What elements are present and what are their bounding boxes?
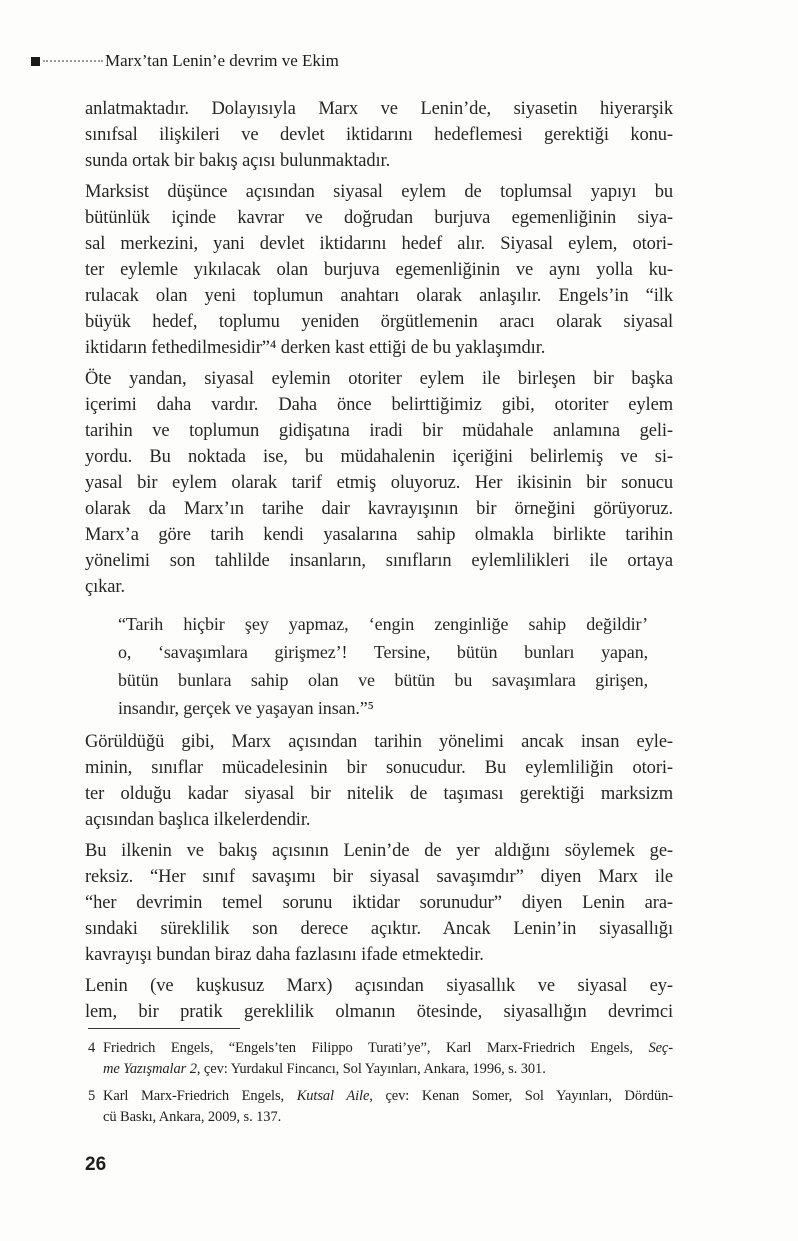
text-line: yordu. Bu noktada ise, bu müdahalenin içeriğini belirlemiş ve si- <box>85 447 673 467</box>
footnote-text-italic: Kutsal Aile <box>296 1088 370 1104</box>
text-line: insandır, gerçek ve yaşayan insan.”⁵ <box>118 698 374 718</box>
footnote-number: 4 <box>88 1040 96 1056</box>
footnote-text-italic: Seç- <box>648 1040 673 1056</box>
footnote-line <box>85 1086 673 1107</box>
footnote <box>85 1038 673 1080</box>
text-line: Marksist düşünce açısından siyasal eylem de toplumsal yapıyı bu <box>85 182 673 202</box>
text-line: Lenin (ve kuşkusuz Marx) açısından siyasallık ve siyasal ey- <box>85 976 673 996</box>
square-bullet-icon <box>31 57 40 66</box>
paragraph <box>85 179 673 361</box>
body-text <box>85 96 673 1030</box>
footnote-text: Karl Marx-Friedrich Engels, <box>103 1088 297 1104</box>
text-line: minin, sınıflar mücadelesinin bir sonucudur. Bu eylemliliğin otori- <box>85 758 673 778</box>
text-line: açısından başlıca ilkelerdendir. <box>85 810 311 830</box>
text-line: “Tarih hiçbir şey yapmaz, ‘engin zenginliğe sahip değildir’ <box>118 614 648 634</box>
footnote-text: , çev: Kenan Somer, Sol Yayınları, Dördün- <box>369 1088 673 1104</box>
text-line: rulacak olan yeni toplumun anahtarı olarak anlaşılır. Engels’in “ilk <box>85 286 673 306</box>
text-line: reksiz. “Her sınıf savaşımı bir siyasal savaşımdır” diyen Marx ile <box>85 867 673 887</box>
text-line: Bu ilkenin ve bakış açısının Lenin’de de yer aldığını söylemek ge- <box>85 841 673 861</box>
text-line: tarihin ve toplumun gidişatına iradi bir müdahale anlamına geli- <box>85 421 673 441</box>
text-line: bütünlük içinde kavrar ve doğrudan burjuva egemenliğinin siya- <box>85 208 673 228</box>
chapter-title: Marx’tan Lenin’e devrim ve Ekim <box>105 51 339 70</box>
text-line: Marx’a göre tarih kendi yasalarına sahip olmakla birlikte tarihin <box>85 525 673 545</box>
footnote-text: Friedrich Engels, “Engels’ten Filippo Turati’ye”, Karl Marx-Friedrich Engels, <box>103 1040 649 1056</box>
text-line: kavrayışı bundan biraz daha fazlasını ifade etmektedir. <box>85 945 484 965</box>
text-line: iktidarın fethedilmesidir”⁴ derken kast ettiği de bu yaklaşımdır. <box>85 338 546 358</box>
text-line: ter olduğu kadar siyasal bir nitelik de taşıması gerektiği marksizm <box>85 784 673 804</box>
footnote-line <box>85 1038 673 1059</box>
paragraph <box>85 96 673 174</box>
text-line: yönelimi son tahlilde insanların, sınıfların eylemlilikleri ile ortaya <box>85 551 673 571</box>
text-line: yasal bir eylem olarak tarif etmiş oluyoruz. Her ikisinin bir sonucu <box>85 473 673 493</box>
blockquote <box>118 610 648 722</box>
footnote-text-italic: me Yazışmalar 2 <box>103 1061 197 1077</box>
footnote-number: 5 <box>88 1088 96 1104</box>
text-line: “her devrimin temel sorunu iktidar sorunudur” diyen Lenin ara- <box>85 893 673 913</box>
text-line: sınıfsal ilişkileri ve devlet iktidarını hedeflemesi gerektiği konu- <box>85 125 673 145</box>
running-header <box>31 51 339 71</box>
text-line: içerimi daha vardır. Daha önce belirttiğimiz gibi, otoriter eylem <box>85 395 673 415</box>
paragraph <box>85 729 673 833</box>
text-line: olarak da Marx’ın tarihe dair kavrayışının bir örneğini görüyoruz. <box>85 499 673 519</box>
text-line: sunda ortak bir bakış açısı bulunmaktadır. <box>85 151 391 171</box>
text-line: büyük hedef, toplumu yeniden örgütlemenin aracı olarak siyasal <box>85 312 673 332</box>
text-line: sal merkezini, yani devlet iktidarını hedef alır. Siyasal eylem, otori- <box>85 234 673 254</box>
footnotes-section <box>85 1028 673 1134</box>
text-line: anlatmaktadır. Dolayısıyla Marx ve Lenin’de, siyasetin hiyerarşik <box>85 99 673 119</box>
paragraph <box>85 366 673 600</box>
page-number: 26 <box>85 1154 107 1175</box>
footnote <box>85 1086 673 1128</box>
paragraph <box>85 838 673 968</box>
text-line: lem, bir pratik gereklilik olmanın ötesinde, siyasallığın devrimci <box>85 1002 673 1022</box>
text-line: çıkar. <box>85 577 125 597</box>
text-line: bütün bunlara sahip olan ve bütün bu savaşımlara girişen, <box>118 670 648 690</box>
footnote-line <box>85 1059 673 1080</box>
footnote-separator <box>88 1028 240 1029</box>
text-line: ter eylemle yıkılacak olan burjuva egemenliğinin ve aynı yolla ku- <box>85 260 673 280</box>
text-line: o, ‘savaşımlara girişmez’! Tersine, bütün bunları yapan, <box>118 642 648 662</box>
footnote-text: , çev: Yurdakul Fincancı, Sol Yayınları, Ankara, 1996, s. 301. <box>196 1061 546 1077</box>
footnote-line <box>85 1107 673 1128</box>
dotted-leader <box>43 60 103 62</box>
paragraph <box>85 973 673 1025</box>
footnote-text: cü Baskı, Ankara, 2009, s. 137. <box>103 1109 282 1125</box>
text-line: Görüldüğü gibi, Marx açısından tarihin yönelimi ancak insan eyle- <box>85 732 673 752</box>
text-line: Öte yandan, siyasal eylemin otoriter eylem ile birleşen bir başka <box>85 369 673 389</box>
text-line: sındaki süreklilik son derece açıktır. Ancak Lenin’in siyasallığı <box>85 919 673 939</box>
